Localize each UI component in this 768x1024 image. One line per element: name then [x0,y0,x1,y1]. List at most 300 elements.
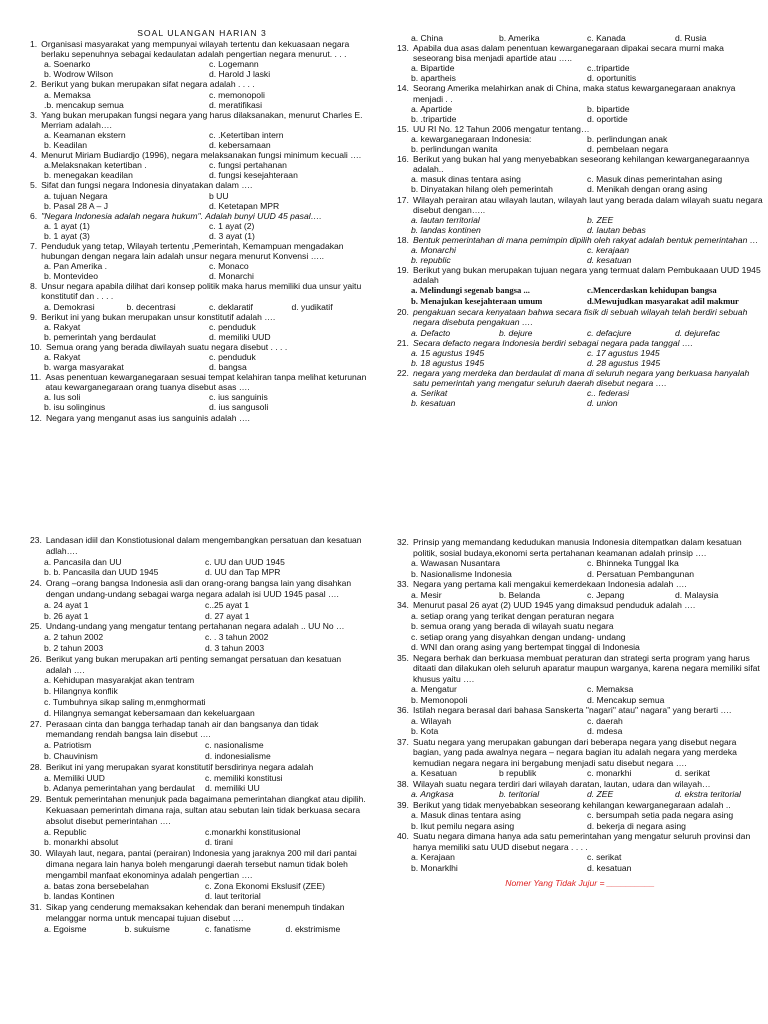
question-number: 2. [30,79,38,90]
answer-option[interactable]: c. fanatisme [205,923,251,934]
answer-option[interactable]: d. oportide [587,113,628,124]
question-number: 16. [397,154,409,165]
question-text: Seorang Amerika melahirkan anak di China, maka status kewarganegaraan anaknya menjadi . . [412,83,736,104]
answer-option[interactable]: a. masuk dinas tentara asing [411,174,521,185]
answer-option[interactable]: b. bipartide [587,103,630,114]
answer-option[interactable]: c..25 ayat 1 [205,599,249,610]
question-number: 25. [30,621,42,632]
answer-option[interactable]: d. meratifikasi [209,99,263,110]
answer-options [397,104,763,124]
question-item [397,83,763,123]
question-item [30,719,366,762]
option[interactable]: d. Rusia [675,33,707,43]
column-1 [30,28,374,423]
question-text: pengakuan secara kenyataan bahwa secara fisik di sebuah wilayah telah berdiri sebuah negara disebuta pengakuan …. [412,307,748,328]
answer-options [30,261,374,281]
question-number: 9. [30,311,38,322]
answer-option[interactable]: a. Demokrasi [44,301,95,312]
answer-option[interactable]: d. kebersamaan [209,140,271,151]
column-3 [30,535,366,934]
answer-option[interactable]: d. ius sangusoli [209,402,269,413]
answer-option[interactable]: a. Bipartide [411,63,455,74]
answer-option[interactable]: d. Menikah dengan orang asing [587,184,708,195]
answer-option[interactable]: b. Montevideo [44,271,98,282]
answer-option[interactable]: b. .tripartide [411,113,457,124]
answer-options [397,852,763,873]
question-number: 7. [30,240,38,251]
answer-option[interactable]: b. menegakan keadilan [44,170,133,181]
answer-option[interactable]: d. 28 agustus 1945 [587,357,661,368]
answer-option[interactable]: b. Memonopoli [411,694,468,705]
answer-option[interactable]: a. Republic [44,826,87,837]
answer-option[interactable]: a. Rakyat [44,352,81,362]
question-item [30,535,366,578]
answer-option[interactable]: d. yudikatif [291,301,333,312]
answer-options [397,684,763,705]
answer-options [397,328,763,338]
answer-option[interactable]: d. bangsa [209,362,247,373]
question-text: UU RI No. 12 Tahun 2006 mengatur tentang… [412,123,590,134]
question-text: Asas penentuan kewarganegaraan sesuai tempat kelahiran tanpa melihat keturunan atau kewarganegaraan orang tuanya disebut asas …. [45,372,367,393]
question-item [397,43,763,83]
answer-option[interactable]: c. monarkhi [587,768,632,778]
answer-option[interactable]: d. pembelaan negara [587,144,669,155]
answer-options [397,63,763,83]
answer-option[interactable]: a.Melaksnakan ketertiban . [44,160,147,171]
answer-option[interactable]: b. perlindungan anak [587,133,668,144]
answer-option[interactable]: c. 1 ayat (2) [209,220,255,231]
question-text: Suatu negara yang merupakan gabungan dari beberapa negara yang disebut negara bagian, yang pada awalnya negara – negara bagian itu adalah negara yang merdeka kemudian negara negara ini bergabung menjadi satu disebut negara …. [412,736,737,768]
answer-option[interactable]: b. 1 ayat (3) [44,230,90,241]
answer-options [30,881,366,903]
answer-option[interactable]: a. Monarchi [411,244,456,255]
option[interactable]: a. China [411,33,444,43]
answer-options [397,388,763,408]
question-text: negara yang merdeka dan berdaulat di mana di seluruh negara yang berkuasa hanyalah satu pemerintah yang mengatur seluruh daerah disebut negara …. [412,367,750,388]
answer-options [397,558,763,579]
question-item [397,600,763,653]
answer-option[interactable]: a. Mesir [411,589,442,600]
answer-options [30,90,374,110]
question-number: 14. [397,83,409,94]
question-text: Berikut ini yang bukan merupakan unsur konstitutif adalah …. [41,311,276,322]
question-item [397,124,763,154]
answer-option[interactable]: d. memiliki UUD [209,331,271,342]
answer-option[interactable]: a. 15 agustus 1945 [411,347,485,358]
answer-option[interactable]: b. teritorial [499,789,540,799]
answer-option[interactable]: d.Mewujudkan masyarakat adil makmur [587,296,739,307]
answer-option[interactable]: b. kesatuan [411,398,456,409]
question-item [30,902,366,934]
answer-option[interactable]: d. oportunitis [587,73,637,84]
question-text: Berikut yang bukan merupakan arti penting semangat persatuan dan kesatuan adalah …. [45,653,342,675]
question-number: 33. [397,579,409,589]
answer-option[interactable]: c. deklaratif [209,301,253,312]
answer-option[interactable]: b. sukuisme [124,923,170,934]
question-text: "Negara Indonesia adalah negara hukum". Adalah bunyi UUD 45 pasal…. [41,210,322,221]
answer-option[interactable]: c. . 3 tahun 2002 [205,632,269,643]
question-item [30,848,366,902]
answer-option[interactable]: d. Mencakup semua [587,694,665,705]
answer-option[interactable]: a. Wilayah [411,715,452,726]
question-number: 10. [30,341,42,352]
answer-option[interactable]: c. Memaksa [587,684,634,694]
answer-option[interactable]: a. Patriotism [44,740,92,751]
answer-option[interactable]: c. defacjure [587,327,632,338]
answer-option[interactable]: d. ZEE [587,789,614,799]
question-number: 32. [397,537,409,547]
question-number: 11. [30,372,42,383]
answer-option[interactable]: a. Defacto [411,327,451,338]
answer-option[interactable]: d. 3 ayat (1) [209,230,255,241]
question-text: Yang bukan merupakan fungsi negara yang harus dilaksanakan, menurut Charles E. Merriam adalah…. [41,109,363,130]
answer-option[interactable]: a. Angkasa [411,789,454,799]
answer-option[interactable]: b. isu solinginus [44,402,106,413]
question-item [397,307,763,337]
answer-option[interactable]: c. UU dan UUD 1945 [205,556,285,567]
answer-option[interactable]: c. penduduk [209,352,256,362]
answer-options [397,611,763,653]
answer-option[interactable]: b. landas Kontinen [44,891,115,902]
question-number: 40. [397,831,409,841]
question-number: 1. [30,39,38,50]
answer-option[interactable]: d. Malaysia [675,589,719,600]
answer-option[interactable]: b. Monarklhi [411,862,458,873]
question-number: 27. [30,718,42,729]
answer-option[interactable]: b. Wodrow Wilson [44,69,114,80]
question-number: 22. [397,367,409,378]
answer-option[interactable]: d. kesatuan [587,255,632,266]
answer-options [397,215,763,235]
answer-option[interactable]: d. memiliki UU [205,783,260,794]
answer-option[interactable]: a. Keamanan ekstern [44,129,126,140]
q12-options [397,33,763,43]
answer-option[interactable]: a. Wawasan Nusantara [411,558,501,568]
answer-option[interactable]: b. b. Pancasila dan UUD 1945 [44,567,159,578]
answer-option[interactable]: a. kewarganegaraan Indonesia: [411,133,532,144]
question-item [397,579,763,600]
answer-options [30,557,366,579]
answer-option[interactable]: b. Pasal 28 A – J [44,200,109,211]
question-item [30,372,374,412]
question-text: Bentuk pemerintahan di mana pemimpin dipilih oleh rakyat adalah bentuk pemerintahan … [412,234,759,245]
answer-option[interactable]: d. indonesialisme [205,750,271,761]
answer-option[interactable]: d. lautan bebas [587,224,646,235]
answer-option[interactable]: a. Ius soli [44,392,81,403]
question-number: 20. [397,307,409,318]
answer-option[interactable]: c.monarkhi konstitusional [205,826,301,837]
question-text: Berikut ini yang merupakan syarat konstitutif bersdirinya negara adalah [45,761,314,772]
answer-option[interactable]: a. Memaksa [44,89,91,100]
question-item [30,110,374,150]
answer-option[interactable]: b. warga masyarakat [44,362,124,373]
question-text: Bentuk pemerintahan menunjuk pada bagaimana pemerintahan diangkat atau dipilih. Kekuasaan pemerintah dimana raja, sultan atau sebutan lain tidak berkuasa secara absolut disebut pemerintahan …. [45,794,366,826]
answer-option[interactable]: d. UU dan Tap MPR [205,567,281,578]
answer-option[interactable]: c. kerajaan [587,244,630,255]
answer-option[interactable]: b. Nasionalisme Indonesia [411,568,512,579]
answer-option[interactable]: b. Chauvinism [44,750,98,761]
answer-option[interactable]: c. Masuk dinas pemerintahan asing [587,174,723,185]
answer-option[interactable]: a. Melindungi segenab bangsa ... [411,285,530,296]
question-number: 35. [397,652,409,663]
answer-option[interactable]: c. .Ketertiban intern [209,129,284,140]
question-item [30,762,366,794]
answer-option[interactable]: d. dejurefac [675,327,720,338]
question-item [30,654,366,719]
question-text: Apabila dua asas dalam penentuan kewarganegaraan dipakai secara murni maka seseorang bisa menjadi apartide atau ….. [412,43,724,64]
answer-option[interactable]: c..tripartide [587,63,630,74]
answer-option[interactable]: c.Mencerdaskan kehidupan bangsa [587,285,717,296]
answer-options [397,134,763,154]
question-text: Berikut yang tidak menyebabkan seseorang kehilangan kewarganegaraan adalah .. [412,799,731,810]
answer-option[interactable]: a. setiap orang yang terikat dengan peraturan negara [411,610,615,621]
answer-options [30,924,366,935]
answer-option[interactable]: d. 27 ayat 1 [205,610,250,621]
question-number: 19. [397,265,409,276]
question-text: Perasaan cinta dan bangga terhadap tanah air dan bangsanya dan tidak memandang rendah bangsa lain disebut …. [45,718,319,740]
answer-options [30,221,374,241]
question-item [397,831,763,873]
footer-note: Nomer Yang Tidak Jujur = __________ [505,878,655,888]
answer-option[interactable]: a. Soenarko [44,59,91,70]
answer-option[interactable]: b. Adanya pemerintahan yang berdaulat [44,783,195,794]
option[interactable]: b. Amerika [499,33,540,43]
answer-option[interactable]: a. Serikat [411,388,448,399]
answer-options [397,285,763,307]
answer-options [30,600,366,622]
answer-option[interactable]: b. 18 agustus 1945 [411,357,485,368]
answer-option[interactable]: a. tujuan Negara [44,190,108,201]
answer-option[interactable]: a. Kesatuan [411,768,457,778]
answer-option[interactable]: b. Menajukan kesejahteraan umum [411,296,543,307]
question-text: Berikut yang bukan hal yang menyebabkan seseorang kehilangan kewarganegaraannya adalah.. [412,154,750,175]
question-text: Unsur negara apabila dilihat dari konsep politik maka harus memiliki dua unsur yaitu konstitutif dan . . . . [41,281,362,302]
answer-option[interactable]: a. Masuk dinas tentara asing [411,810,521,820]
answer-option[interactable]: d. WNI dan orang asing yang bertempat tinggal di Indonesia [411,642,640,652]
answer-option[interactable]: a. Kerajaan [411,852,455,862]
answer-option[interactable]: d. mdesa [587,726,623,736]
answer-option[interactable]: d. Hilangnya semangat kebersamaan dan kekeluargaan [44,707,255,718]
question-text: Berikut yang bukan merupakan sifat negara adalah . . . . [41,79,255,90]
answer-option[interactable]: c. memonopoli [209,89,265,100]
question-text: Istilah negara berasal dari bahasa Sanskerta "nagari" atau" nagara" yang berarti …. [412,705,732,715]
answer-option[interactable]: b. ZEE [587,214,614,225]
answer-option[interactable]: c. 17 agustus 1945 [587,347,660,358]
answer-option[interactable]: c.. federasi [587,388,630,399]
answer-options [30,160,374,180]
question-item [397,537,763,579]
answer-option[interactable]: d. fungsi kesejahteraan [209,170,298,181]
answer-options [30,392,374,412]
answer-option[interactable]: b. Hilangnya konflik [44,686,118,697]
question-text: Menurut Miriam Budiardjo (1996), negara melaksanakan fungsi minimum kecuali …. [41,150,362,161]
answer-option[interactable]: a. Egoisme [44,923,87,934]
question-number: 23. [30,535,42,545]
answer-option[interactable]: c. serikat [587,852,622,862]
answer-option[interactable]: a. 2 tahun 2002 [44,632,104,643]
answer-option[interactable]: b. republic [411,255,451,266]
question-item [30,578,366,621]
question-number: 8. [30,281,38,292]
answer-option[interactable]: a. Rakyat [44,321,81,332]
answer-option[interactable]: b. Kota [411,726,439,736]
answer-option[interactable]: b. perlindungan wanita [411,144,498,155]
question-number: 29. [30,794,42,805]
question-text: Wilayah laut, negara, pantai (perairan) Indonesia yang jaraknya 200 mil dari pantai dimana negara lain hanya boleh mengarungi daerah tersebut namun tidak boleh mengambil manfaat ekonominya adalah pengertian …. [45,848,357,880]
answer-option[interactable]: c. Bhinneka Tunggal Ika [587,558,679,568]
answer-option[interactable]: a. lautan territorial [411,214,480,225]
question-item [397,265,763,307]
answer-option[interactable]: c. ius sanguinis [209,392,268,403]
question-item [397,737,763,779]
question-number: 6. [30,210,38,221]
answer-option[interactable]: d. ekstra teritorial [675,789,741,799]
answer-option[interactable]: a. 24 ayat 1 [44,599,89,610]
answer-option[interactable]: c. Jepang [587,589,625,600]
question-number: 17. [397,194,409,205]
question-text: Orang –orang bangsa Indonesia asli dan orang-orang bangsa lain yang disahkan dengan undang-undang sebagai warga negara adalah isi UUD 1945 pasal …. [45,578,352,599]
answer-option[interactable]: b. monarkhi absolut [44,837,119,848]
answer-option[interactable]: a. 1 ayat (1) [44,220,90,231]
answer-option[interactable]: b. semua orang yang berada di wilayah suatu negara [411,621,614,631]
answer-options [397,348,763,368]
question-item [30,794,366,848]
question-number: 26. [30,653,42,664]
question-item [397,338,763,368]
question-number: 39. [397,799,409,810]
answer-option[interactable]: b. 26 ayat 1 [44,610,89,621]
answer-option[interactable]: b. Keadilan [44,140,88,151]
answer-option[interactable]: d. Harold J laski [209,69,271,80]
answer-option[interactable]: b. Ikut pemilu negara asing [411,820,515,831]
question-item [30,241,374,281]
question-item [30,39,374,79]
answer-option[interactable]: c. Tumbuhnya sikap saling m,enmghormati [44,696,206,707]
answer-option[interactable]: a. Kehidupan masyarakjat akan tentram [44,675,195,686]
answer-options [30,773,366,795]
answer-option[interactable]: d. laut teritorial [205,891,261,902]
answer-option[interactable]: c. daerah [587,715,623,726]
answer-option[interactable]: c. nasionalisme [205,740,264,751]
answer-options [30,352,374,372]
answer-option[interactable]: b. apartheis [411,73,456,84]
question-number: 21. [397,337,409,348]
answer-option[interactable]: d. kesatuan [587,862,632,873]
question-number: 34. [397,600,409,610]
answer-options [30,632,366,654]
answer-option[interactable]: b. Dinyatakan hilang oleh pemerintah [411,184,553,195]
answer-option[interactable]: c. penduduk [209,321,256,332]
question-number: 31. [30,902,42,913]
answer-options [397,174,763,194]
question-item [30,281,374,311]
answer-option[interactable]: b. landas kontinen [411,224,481,235]
question-text: Secara defacto negara Indonesia berdiri sebagai negara pada tanggal …. [412,337,693,348]
answer-option[interactable]: c. Zona Ekonomi Ekslusif (ZEE) [205,880,325,891]
answer-option[interactable]: b. pemerintah yang berdaulat [44,331,156,342]
answer-option[interactable]: b republik [499,768,537,778]
answer-option[interactable]: d. tirani [205,837,233,848]
answer-option[interactable]: a. batas zona bersebelahan [44,880,149,891]
answer-option[interactable]: d. union [587,398,618,409]
question-item [30,413,374,423]
question-item [397,154,763,194]
question-text: Berikut yang bukan merupakan tujuan negara yang termuat dalam Pembukaaan UUD 1945 adalah [412,265,761,286]
question-item [30,79,374,109]
question-number: 37. [397,736,409,747]
answer-options [30,740,366,762]
answer-option[interactable]: d. serikat [675,768,710,778]
question-number: 24. [30,578,42,589]
question-text: Semua orang yang berada diwilayah suatu negara disebut . . . . [45,341,288,352]
answer-option[interactable]: c. Monaco [209,261,249,272]
answer-option[interactable]: b. dejure [499,327,533,338]
answer-options [30,827,366,849]
question-number: 15. [397,123,409,134]
question-number: 38. [397,778,409,789]
question-item [397,195,763,235]
answer-option[interactable]: c. fungsi pertahanan [209,160,287,171]
question-item [30,342,374,372]
question-item [30,180,374,210]
answer-option[interactable]: a. Pancasila dan UU [44,556,122,567]
question-item [397,705,763,737]
question-text: Undang-undang yang mengatur tentang pertahanan negara adalah .. UU No … [45,621,345,632]
answer-option[interactable]: a. Mengatur [411,684,457,694]
answer-option[interactable]: c. memiliki konstitusi [205,772,283,783]
question-item [30,312,374,342]
answer-option[interactable]: b UU [209,190,229,201]
answer-options [30,191,374,211]
answer-options [397,590,763,601]
answer-option[interactable]: d. Ketetapan MPR [209,200,280,211]
question-text: Sifat dan fungsi negara Indonesia dinyatakan dalam …. [41,180,253,191]
answer-option[interactable]: d. ekstrimisme [285,923,341,934]
question-number: 12. [30,412,42,423]
answer-option[interactable]: d. Persatuan Pembangunan [587,568,695,579]
option[interactable]: c. Kanada [587,33,626,43]
answer-option[interactable]: c. setiap orang yang disyahkan dengan undang- undang [411,631,626,642]
question-number: 5. [30,180,38,191]
answer-option[interactable]: d. bekerja di negara asing [587,820,686,831]
question-item [30,150,374,180]
answer-option[interactable]: d. Monarchi [209,271,254,282]
answer-option[interactable]: a. Pan Amerika . [44,261,108,272]
question-text: Negara yang menganut asas ius sanguinis adalah …. [45,412,250,423]
question-text: Penduduk yang tetap, Wilayah tertentu ,Pemerintah, Kemampuan mengadakan hubungan dengan negara lain adalah unsur negara menurut Konvensi ….. [41,240,344,262]
answer-option[interactable]: .b. mencakup semua [44,99,124,110]
question-text: Negara yang pertama kali mengakui kemerdekaan Indonesia adalah …. [412,579,687,589]
answer-option[interactable]: d. 3 tahun 2003 [205,642,265,653]
answer-option[interactable]: a. Memiliki UUD [44,772,105,783]
answer-options [397,768,763,779]
answer-option[interactable]: b. 2 tahun 2003 [44,642,104,653]
answer-option[interactable]: a. Apartide [411,103,453,114]
page-title: SOAL ULANGAN HARIAN 3 [137,28,267,38]
question-text: Sikap yang cenderung memaksakan kehendak dan berani menempuh tindakan melanggar norma untuk mencapai tujuan disebut …. [45,902,345,923]
question-item [397,800,763,832]
answer-options [397,789,763,800]
answer-option[interactable]: c. Logemann [209,59,259,70]
answer-option[interactable]: b. Belanda [499,589,541,600]
question-number: 13. [397,43,409,54]
question-number: 30. [30,848,42,859]
answer-option[interactable]: c. bersumpah setia pada negara asing [587,810,734,820]
answer-options [30,59,374,79]
question-text: Wilayah perairan atau wilayah lautan, wilayah laut yang berada dalam wilayah suatu negara disebut dengan….. [412,194,763,215]
column-2 [397,33,763,408]
answer-option[interactable]: b. decentrasi [126,301,176,312]
